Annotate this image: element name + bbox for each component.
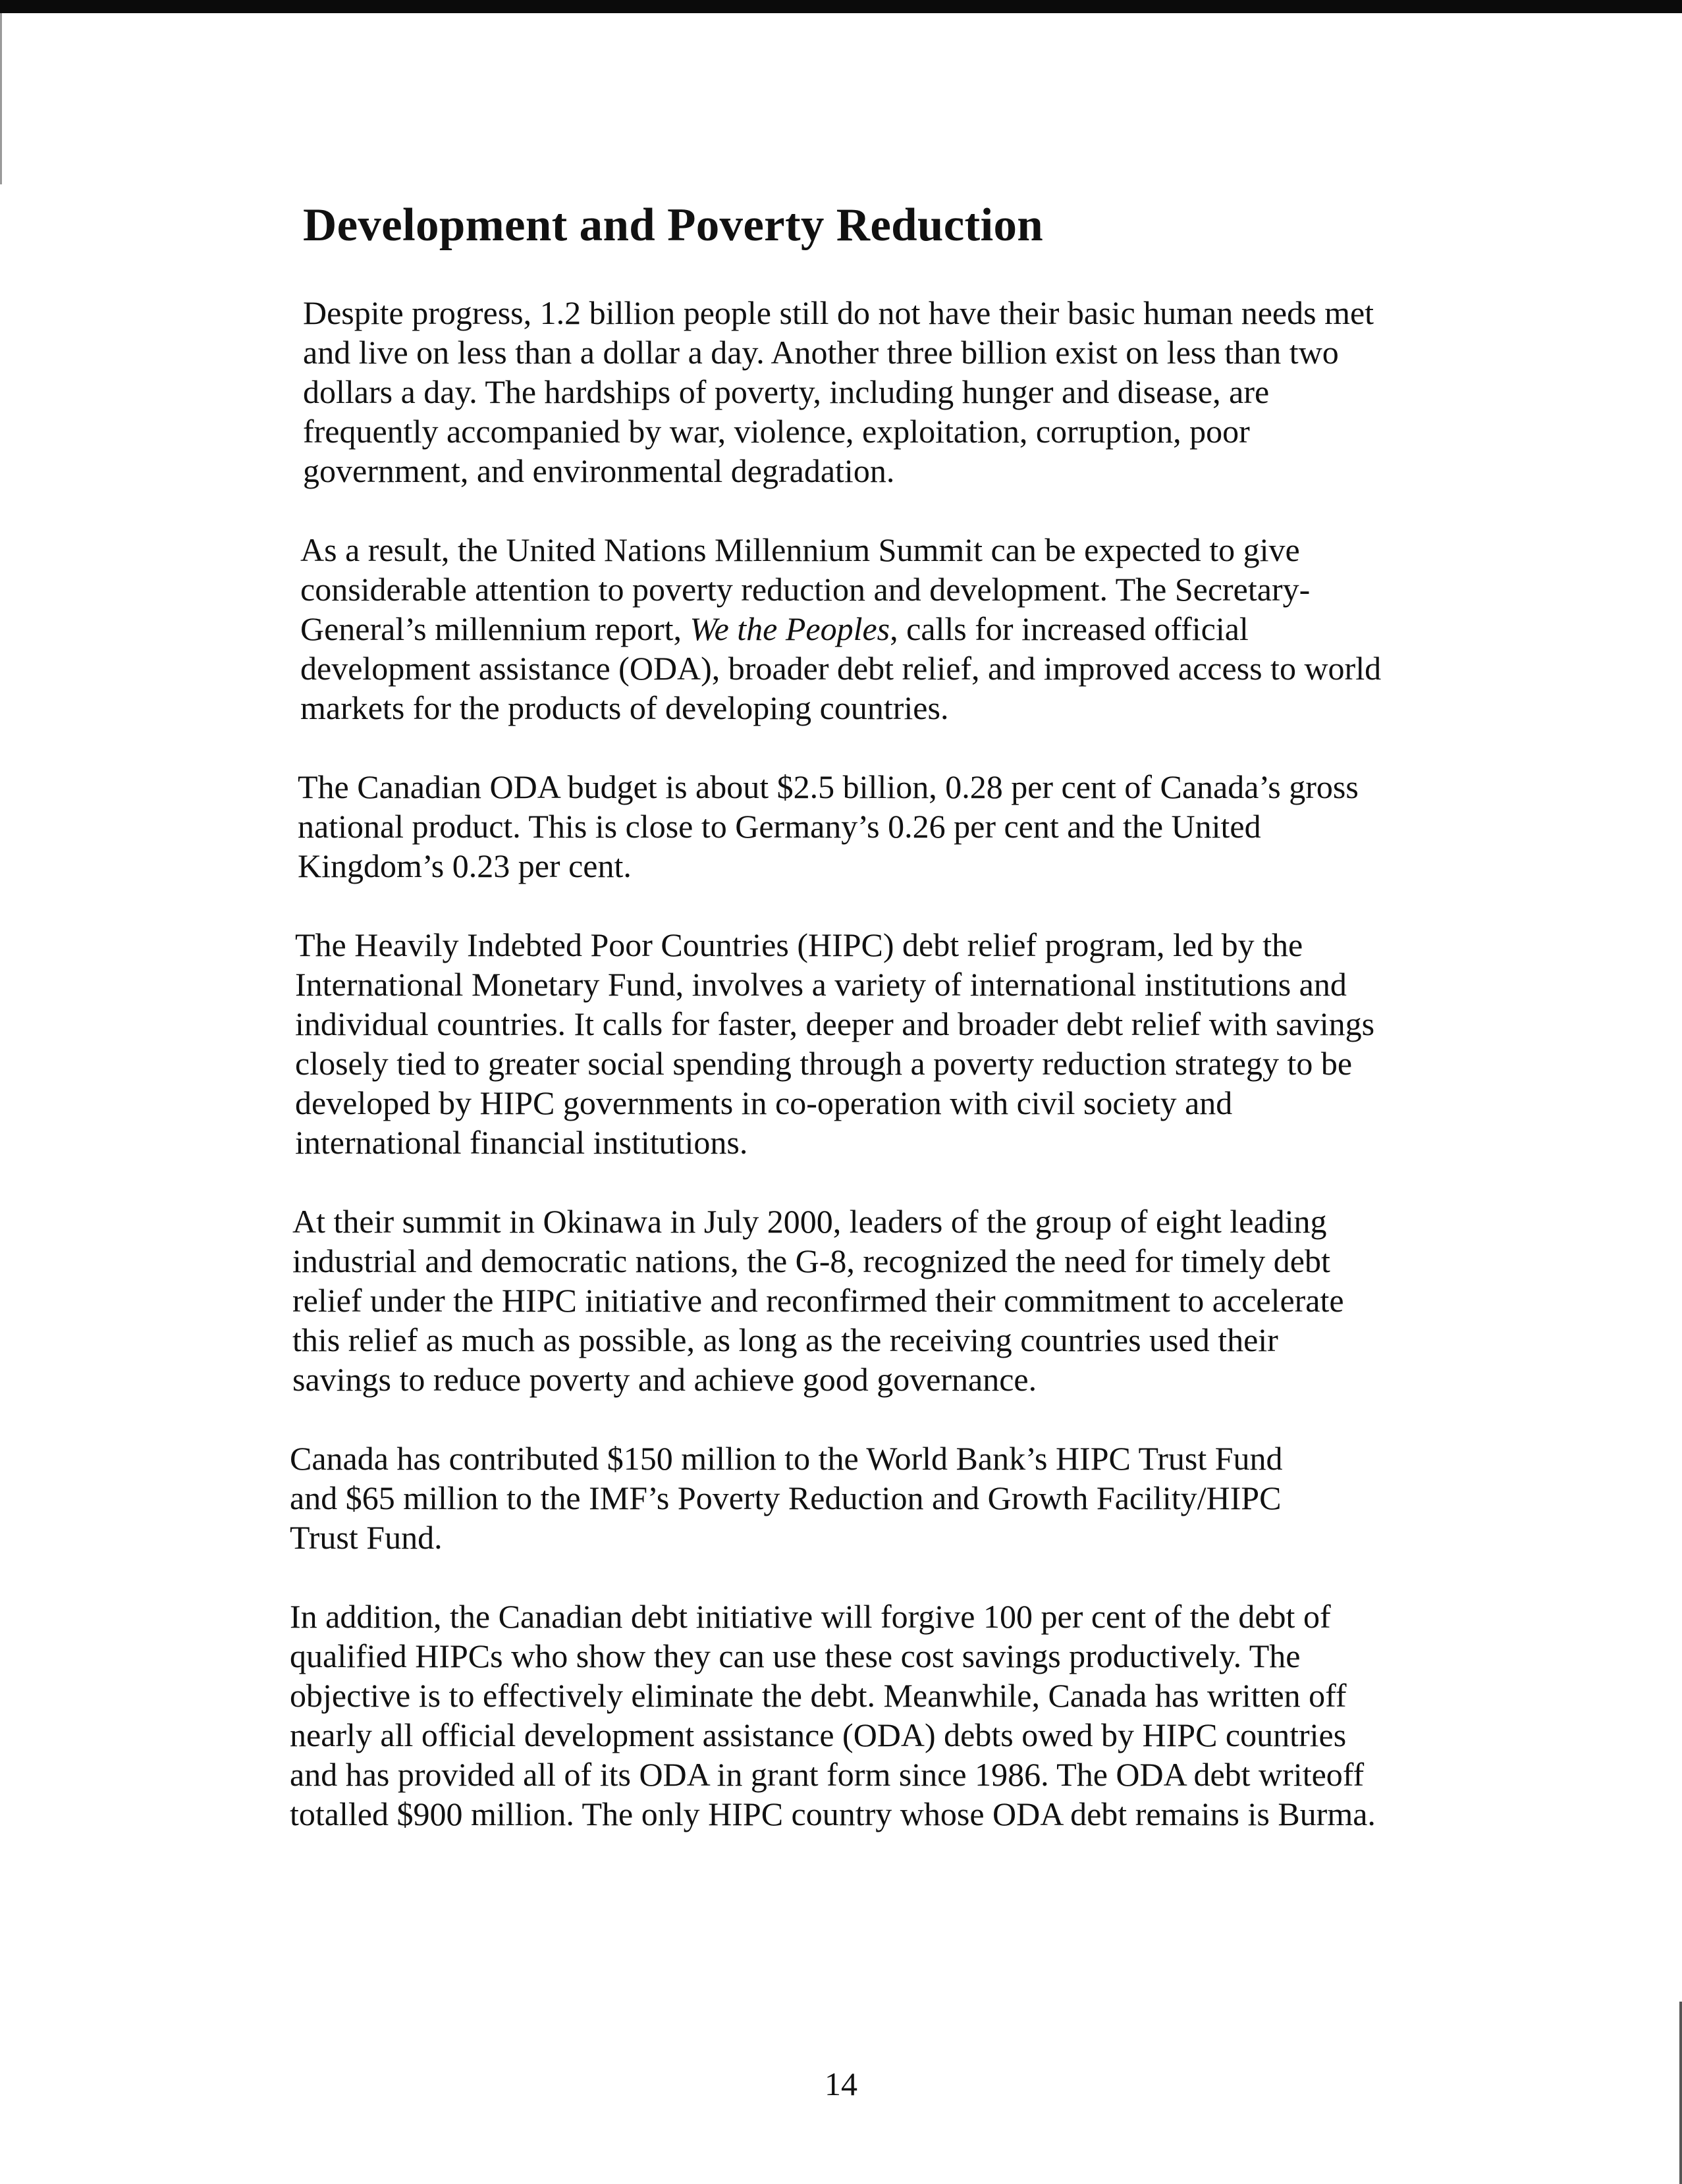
paragraph-millennium-summit: [300, 530, 1403, 728]
paragraph-oda-budget: The Canadian ODA budget is about $2.5 billion, 0.28 per cent of Canada’s gross national product. This is close to Germany’s 0.26 per cent and the United Kingdom’s 0.23 per cent.: [298, 768, 1359, 885]
report-title: We the Peoples: [690, 610, 890, 648]
paragraph-canada-contribution: Canada has contributed $150 million to the World Bank’s HIPC Trust Fund and $65 million to the IMF’s Poverty Reduction and Growth Facility/HIPC Trust Fund.: [290, 1440, 1283, 1557]
paragraph-g8-summit: At their summit in Okinawa in July 2000, leaders of the group of eight leading industrial and democratic nations, the G-8, recognized the need for timely debt relief under the HIPC initiative and reconfirmed their commitment to accelerate this relief as much as possible, as long as the receiving countries used their savings to reduce poverty and achieve good governance.: [292, 1203, 1344, 1398]
paragraph-text: , calls for increased official development assistance (ODA), broader debt relief, and improved access to world markets for the products of developing countries.: [300, 610, 1382, 727]
paragraph-poverty-stats: Despite progress, 1.2 billion people still do not have their basic human needs met and live on less than a dollar a day. Another three billion exist on less than two dollars a day. The hardships of poverty, including hunger and disease, are frequently accompanied by war, violence, exploitation, corruption, poor government, and environmental degradation.: [303, 294, 1374, 490]
page-title: Development and Poverty Reduction: [303, 200, 1044, 251]
document-page: [283, 198, 1403, 1873]
paragraph-debt-initiative: In addition, the Canadian debt initiative will forgive 100 per cent of the debt of qualified HIPCs who show they can use these cost savings productively. The objective is to effectively eliminate the debt. Meanwhile, Canada has written off nearly all official development assistance (ODA) debts owed by HIPC countries and has provided all of its ODA in grant form since 1986. The ODA debt writeoff totalled $900 million. The only HIPC country whose ODA debt remains is Burma.: [290, 1598, 1376, 1833]
scan-border-top: [0, 0, 1682, 13]
paragraph-hipc-program: The Heavily Indebted Poor Countries (HIPC) debt relief program, led by the International Monetary Fund, involves a variety of international institutions and individual countries. It calls for faster, deeper and broader debt relief with savings closely tied to greater social spending through a poverty reduction strategy to be developed by HIPC governments in co-operation with civil society and international financial institutions.: [295, 926, 1375, 1161]
page-number: 14: [825, 2065, 857, 2102]
paragraph-text: As a result, the United Nations Millennium Summit can be expected to give considerable attention to poverty reduction and development. The Secretary- General’s millennium report,: [300, 531, 1311, 648]
scan-border-left: [0, 13, 2, 184]
